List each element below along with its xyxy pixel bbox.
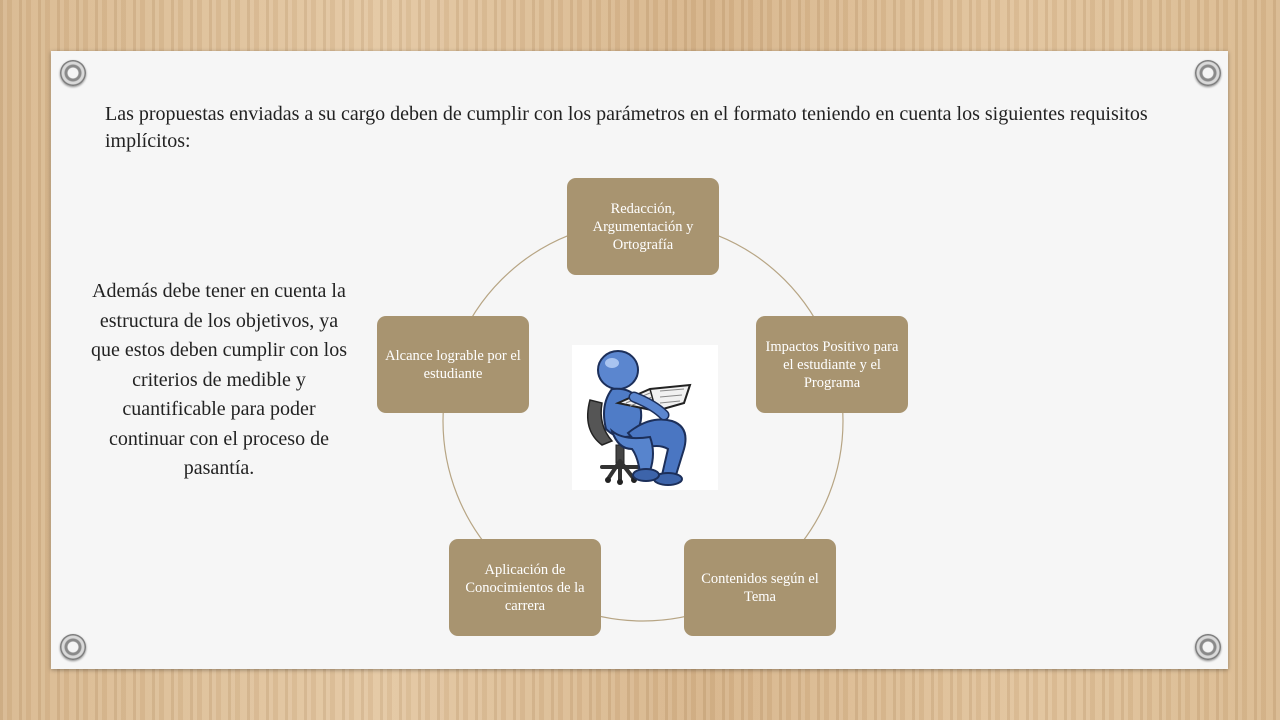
side-note: Además debe tener en cuenta la estructura de los objetivos, ya que estos deben cumplir con los criterios de medible y cuantificable para poder continuar con el proceso de pasantía. <box>90 280 348 479</box>
cycle-node-alcance: Alcance lograble por el estudiante <box>377 316 529 413</box>
person-reading-icon <box>572 345 718 490</box>
cycle-node-aplicacion: Aplicación de Conocimientos de la carrera <box>449 539 601 636</box>
cycle-node-redaccion: Redacción, Argumentación y Ortografía <box>567 178 719 275</box>
cycle-node-contenidos: Contenidos según el Tema <box>684 539 836 636</box>
cycle-node-impactos: Impactos Positivo para el estudiante y el Programa <box>756 316 908 413</box>
slide-heading: Las propuestas enviadas a su cargo deben de cumplir con los parámetros en el formato teniendo en cuenta los siguientes requisitos implícitos: <box>105 103 1148 152</box>
